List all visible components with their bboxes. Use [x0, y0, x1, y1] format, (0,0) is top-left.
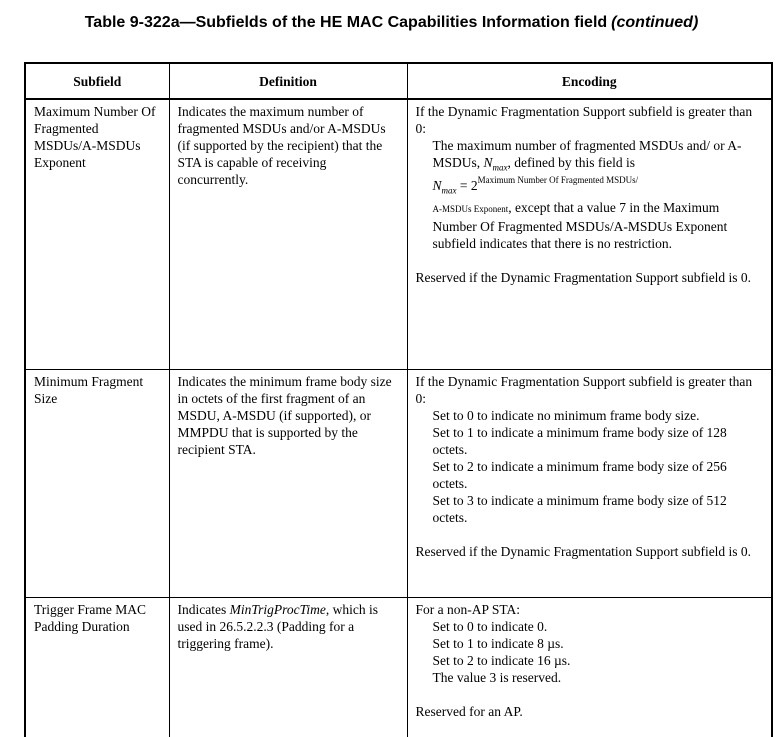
- definition-cell: Indicates the maximum number of fragmented MSDUs and/or A-MSDUs (if supported by the recipient) that the STA is capable of receiving concurrently.: [169, 99, 407, 369]
- reserved-note: Reserved if the Dynamic Fragmentation Support subfield is 0.: [415, 270, 752, 286]
- encoding-item: Set to 2 to indicate a minimum frame body size of 256 octets.: [432, 458, 727, 491]
- header-row: [25, 63, 772, 99]
- continued-label: (continued): [611, 14, 699, 31]
- term-mintrigproctime: MinTrigProcTime: [229, 601, 326, 617]
- equation: = 2: [459, 177, 478, 193]
- reserved-note: Reserved for an AP.: [415, 703, 523, 719]
- subfield-cell: Trigger Frame MAC Padding Duration: [25, 597, 169, 737]
- table-row: [25, 99, 772, 369]
- encoding-intro: If the Dynamic Fragmentation Support subfield is greater than 0:: [415, 373, 753, 406]
- encoding-item: Set to 1 to indicate 8 µs.: [432, 635, 564, 651]
- header-definition: Definition: [169, 63, 407, 99]
- table-row: [25, 369, 772, 597]
- encoding-item: The value 3 is reserved.: [432, 669, 562, 685]
- encoding-intro: If the Dynamic Fragmentation Support subfield is greater than 0:: [415, 104, 753, 136]
- subfields-table: [24, 62, 773, 737]
- encoding-cell: [407, 99, 772, 369]
- encoding-text: , defined by this field is: [507, 155, 636, 170]
- encoding-item: Set to 1 to indicate a minimum frame body size of 128 octets.: [432, 424, 727, 457]
- header-subfield: Subfield: [25, 63, 169, 99]
- table-title: Table 9-322a—Subfields of the HE MAC Capabilities Information field: [84, 14, 608, 31]
- encoding-item: Set to 0 to indicate 0.: [432, 618, 548, 634]
- subfield-cell: Maximum Number Of Fragmented MSDUs/A-MSDUs Exponent: [25, 99, 169, 369]
- encoding-item: Set to 3 to indicate a minimum frame body size of 512 octets.: [432, 492, 727, 525]
- nmax-symbol: $N_{max}$: [483, 155, 508, 173]
- encoding-item: Set to 0 to indicate no minimum frame body size.: [432, 407, 700, 423]
- encoding-cell: [407, 597, 772, 737]
- exponent-text: A-MSDUs Exponent: [432, 204, 509, 215]
- encoding-item: Set to 2 to indicate 16 µs.: [432, 652, 571, 668]
- encoding-cell: [407, 369, 772, 597]
- definition-cell: Indicates MinTrigProcTime, which is used in 26.5.2.2.3 (Padding for a triggering frame).: [169, 597, 407, 737]
- encoding-intro: For a non-AP STA:: [415, 601, 521, 617]
- table-row: [25, 597, 772, 737]
- encoding-text: The maximum number of fragmented MSDUs and/ or A-MSDUs,: [432, 138, 742, 170]
- reserved-note: Reserved if the Dynamic Fragmentation Support subfield is 0.: [415, 543, 752, 559]
- encoding-nmax-description: [416, 137, 765, 252]
- subfield-cell: Minimum Fragment Size: [25, 369, 169, 597]
- table-caption: [0, 14, 783, 32]
- header-encoding: Encoding: [407, 63, 772, 99]
- nmax-symbol: $N_{max}$: [432, 177, 457, 196]
- encoding-text: , except that a value 7 in the Maximum Number Of Fragmented MSDUs/A-MSDUs Exponent subfield indicates that there is no restriction.: [432, 200, 728, 252]
- definition-cell: Indicates the minimum frame body size in octets of the first fragment of an MSDU, A-MSDU (if supported), or MMPDU that is supported by the recipient STA.: [169, 369, 407, 597]
- exponent-text: Maximum Number Of Fragmented MSDUs/: [477, 174, 639, 185]
